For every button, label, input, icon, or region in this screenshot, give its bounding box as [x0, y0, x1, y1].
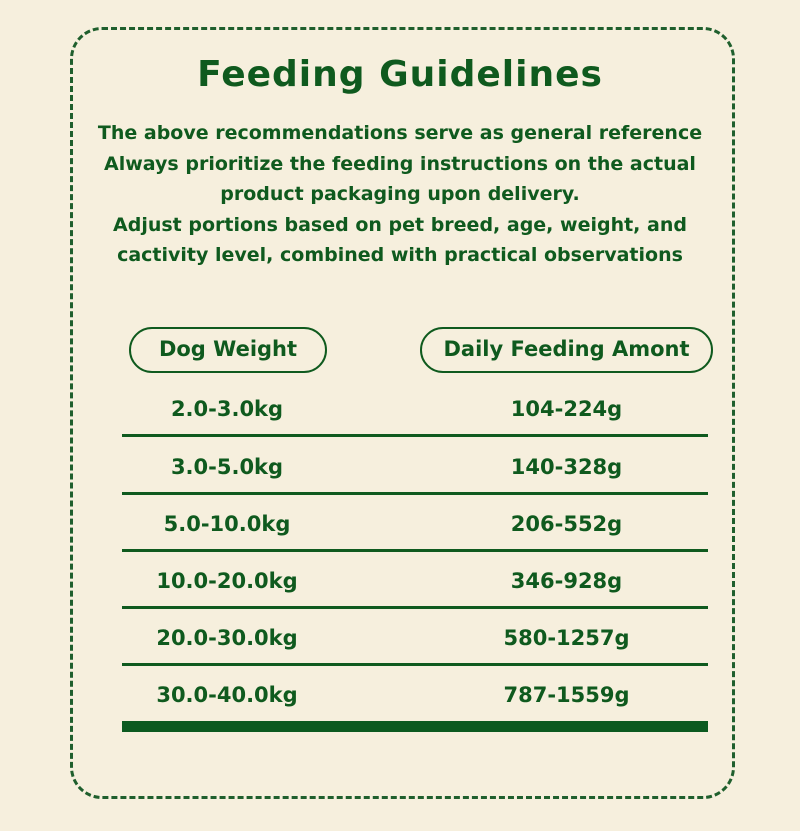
amount-cell: 104-224g [510, 397, 623, 421]
amount-cell: 206-552g [510, 512, 623, 536]
note-line: The above recommendations serve as general reference [97, 122, 703, 144]
weight-cell: 30.0-40.0kg [156, 683, 298, 707]
note-line: cactivity level, combined with practical observations [117, 244, 683, 266]
note-line: product packaging upon delivery. [220, 183, 580, 205]
note-line: Adjust portions based on pet breed, age, weight, and [113, 213, 687, 236]
note-line: Always prioritize the feeding instructions on the actual [104, 152, 696, 175]
daily-feeding-amount-header: Daily Feeding Amont [420, 327, 713, 373]
guideline-notes [0, 118, 800, 271]
table-bottom-bar [122, 721, 708, 732]
weight-cell: 5.0-10.0kg [163, 512, 291, 536]
amount-cell: 346-928g [510, 569, 623, 593]
weight-cell: 3.0-5.0kg [170, 455, 284, 479]
row-divider [122, 492, 708, 495]
table-row [0, 553, 800, 609]
dog-weight-header: Dog Weight [129, 327, 327, 373]
row-divider [122, 434, 708, 437]
amount-cell: 787-1559g [503, 683, 630, 707]
amount-cell: 140-328g [510, 455, 623, 479]
weight-cell: 10.0-20.0kg [156, 569, 298, 593]
row-divider [122, 549, 708, 552]
row-divider [122, 606, 708, 609]
table-row [0, 667, 800, 723]
table-row [0, 610, 800, 666]
weight-cell: 20.0-30.0kg [156, 626, 298, 650]
table-row [0, 496, 800, 552]
amount-cell: 580-1257g [503, 626, 630, 650]
row-divider [122, 663, 708, 666]
table-row [0, 381, 800, 437]
weight-cell: 2.0-3.0kg [170, 397, 284, 421]
table-row [0, 439, 800, 495]
page-title: Feeding Guidelines [197, 54, 603, 95]
